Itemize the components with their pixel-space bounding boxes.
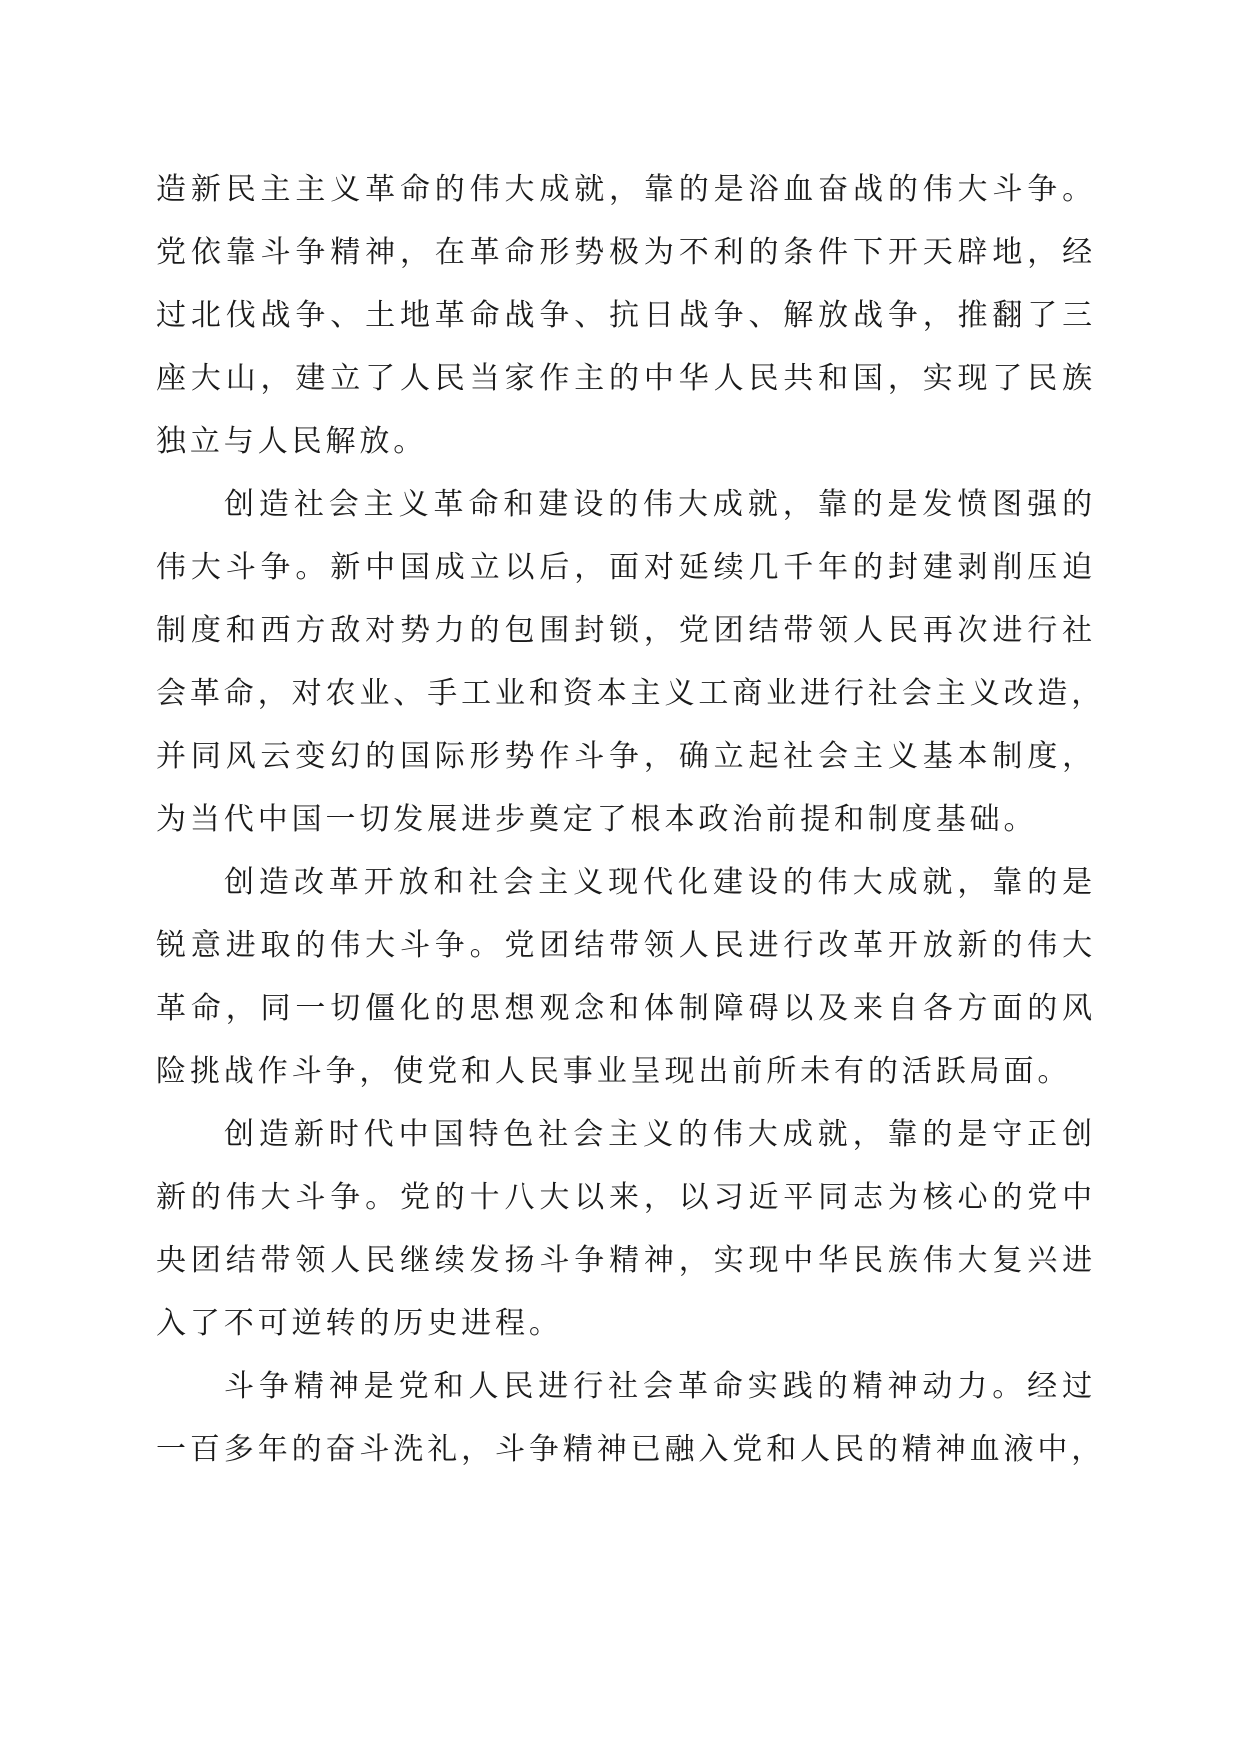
text-line: 独立与人民解放。	[156, 424, 428, 459]
text-line: 一百多年的奋斗洗礼，斗争精神已融入党和人民的精神血液中，	[156, 1432, 1106, 1467]
text-line: 座大山，建立了人民当家作主的中华人民共和国，实现了民族	[156, 361, 1096, 396]
text-line: 锐意进取的伟大斗争。党团结带领人民进行改革开放新的伟大	[156, 928, 1096, 963]
text-line: 并同风云变幻的国际形势作斗争，确立起社会主义基本制度，	[156, 739, 1096, 774]
text-line: 新的伟大斗争。党的十八大以来，以习近平同志为核心的党中	[156, 1180, 1096, 1215]
text-line: 制度和西方敌对势力的包围封锁，党团结带领人民再次进行社	[156, 613, 1096, 648]
text-line: 革命，同一切僵化的思想观念和体制障碍以及来自各方面的风	[156, 991, 1096, 1026]
text-line: 党依靠斗争精神，在革命形势极为不利的条件下开天辟地，经	[156, 235, 1096, 270]
text-line: 造新民主主义革命的伟大成就，靠的是浴血奋战的伟大斗争。	[156, 172, 1096, 207]
text-line: 过北伐战争、土地革命战争、抗日战争、解放战争，推翻了三	[156, 298, 1096, 333]
text-line: 央团结带领人民继续发扬斗争精神，实现中华民族伟大复兴进	[156, 1243, 1096, 1278]
paragraph-first-line: 斗争精神是党和人民进行社会革命实践的精神动力。经过	[224, 1369, 1096, 1404]
paragraph-first-line: 创造改革开放和社会主义现代化建设的伟大成就，靠的是	[224, 865, 1096, 900]
text-line: 伟大斗争。新中国成立以后，面对延续几千年的封建剥削压迫	[156, 550, 1096, 585]
paragraph-first-line: 创造社会主义革命和建设的伟大成就，靠的是发愤图强的	[224, 487, 1096, 522]
text-line: 会革命，对农业、手工业和资本主义工商业进行社会主义改造，	[156, 676, 1106, 711]
text-line: 为当代中国一切发展进步奠定了根本政治前提和制度基础。	[156, 802, 1038, 837]
text-line: 险挑战作斗争，使党和人民事业呈现出前所未有的活跃局面。	[156, 1054, 1072, 1089]
text-line: 入了不可逆转的历史进程。	[156, 1306, 563, 1341]
paragraph-first-line: 创造新时代中国特色社会主义的伟大成就，靠的是守正创	[224, 1117, 1096, 1152]
body-text	[156, 158, 1106, 1481]
